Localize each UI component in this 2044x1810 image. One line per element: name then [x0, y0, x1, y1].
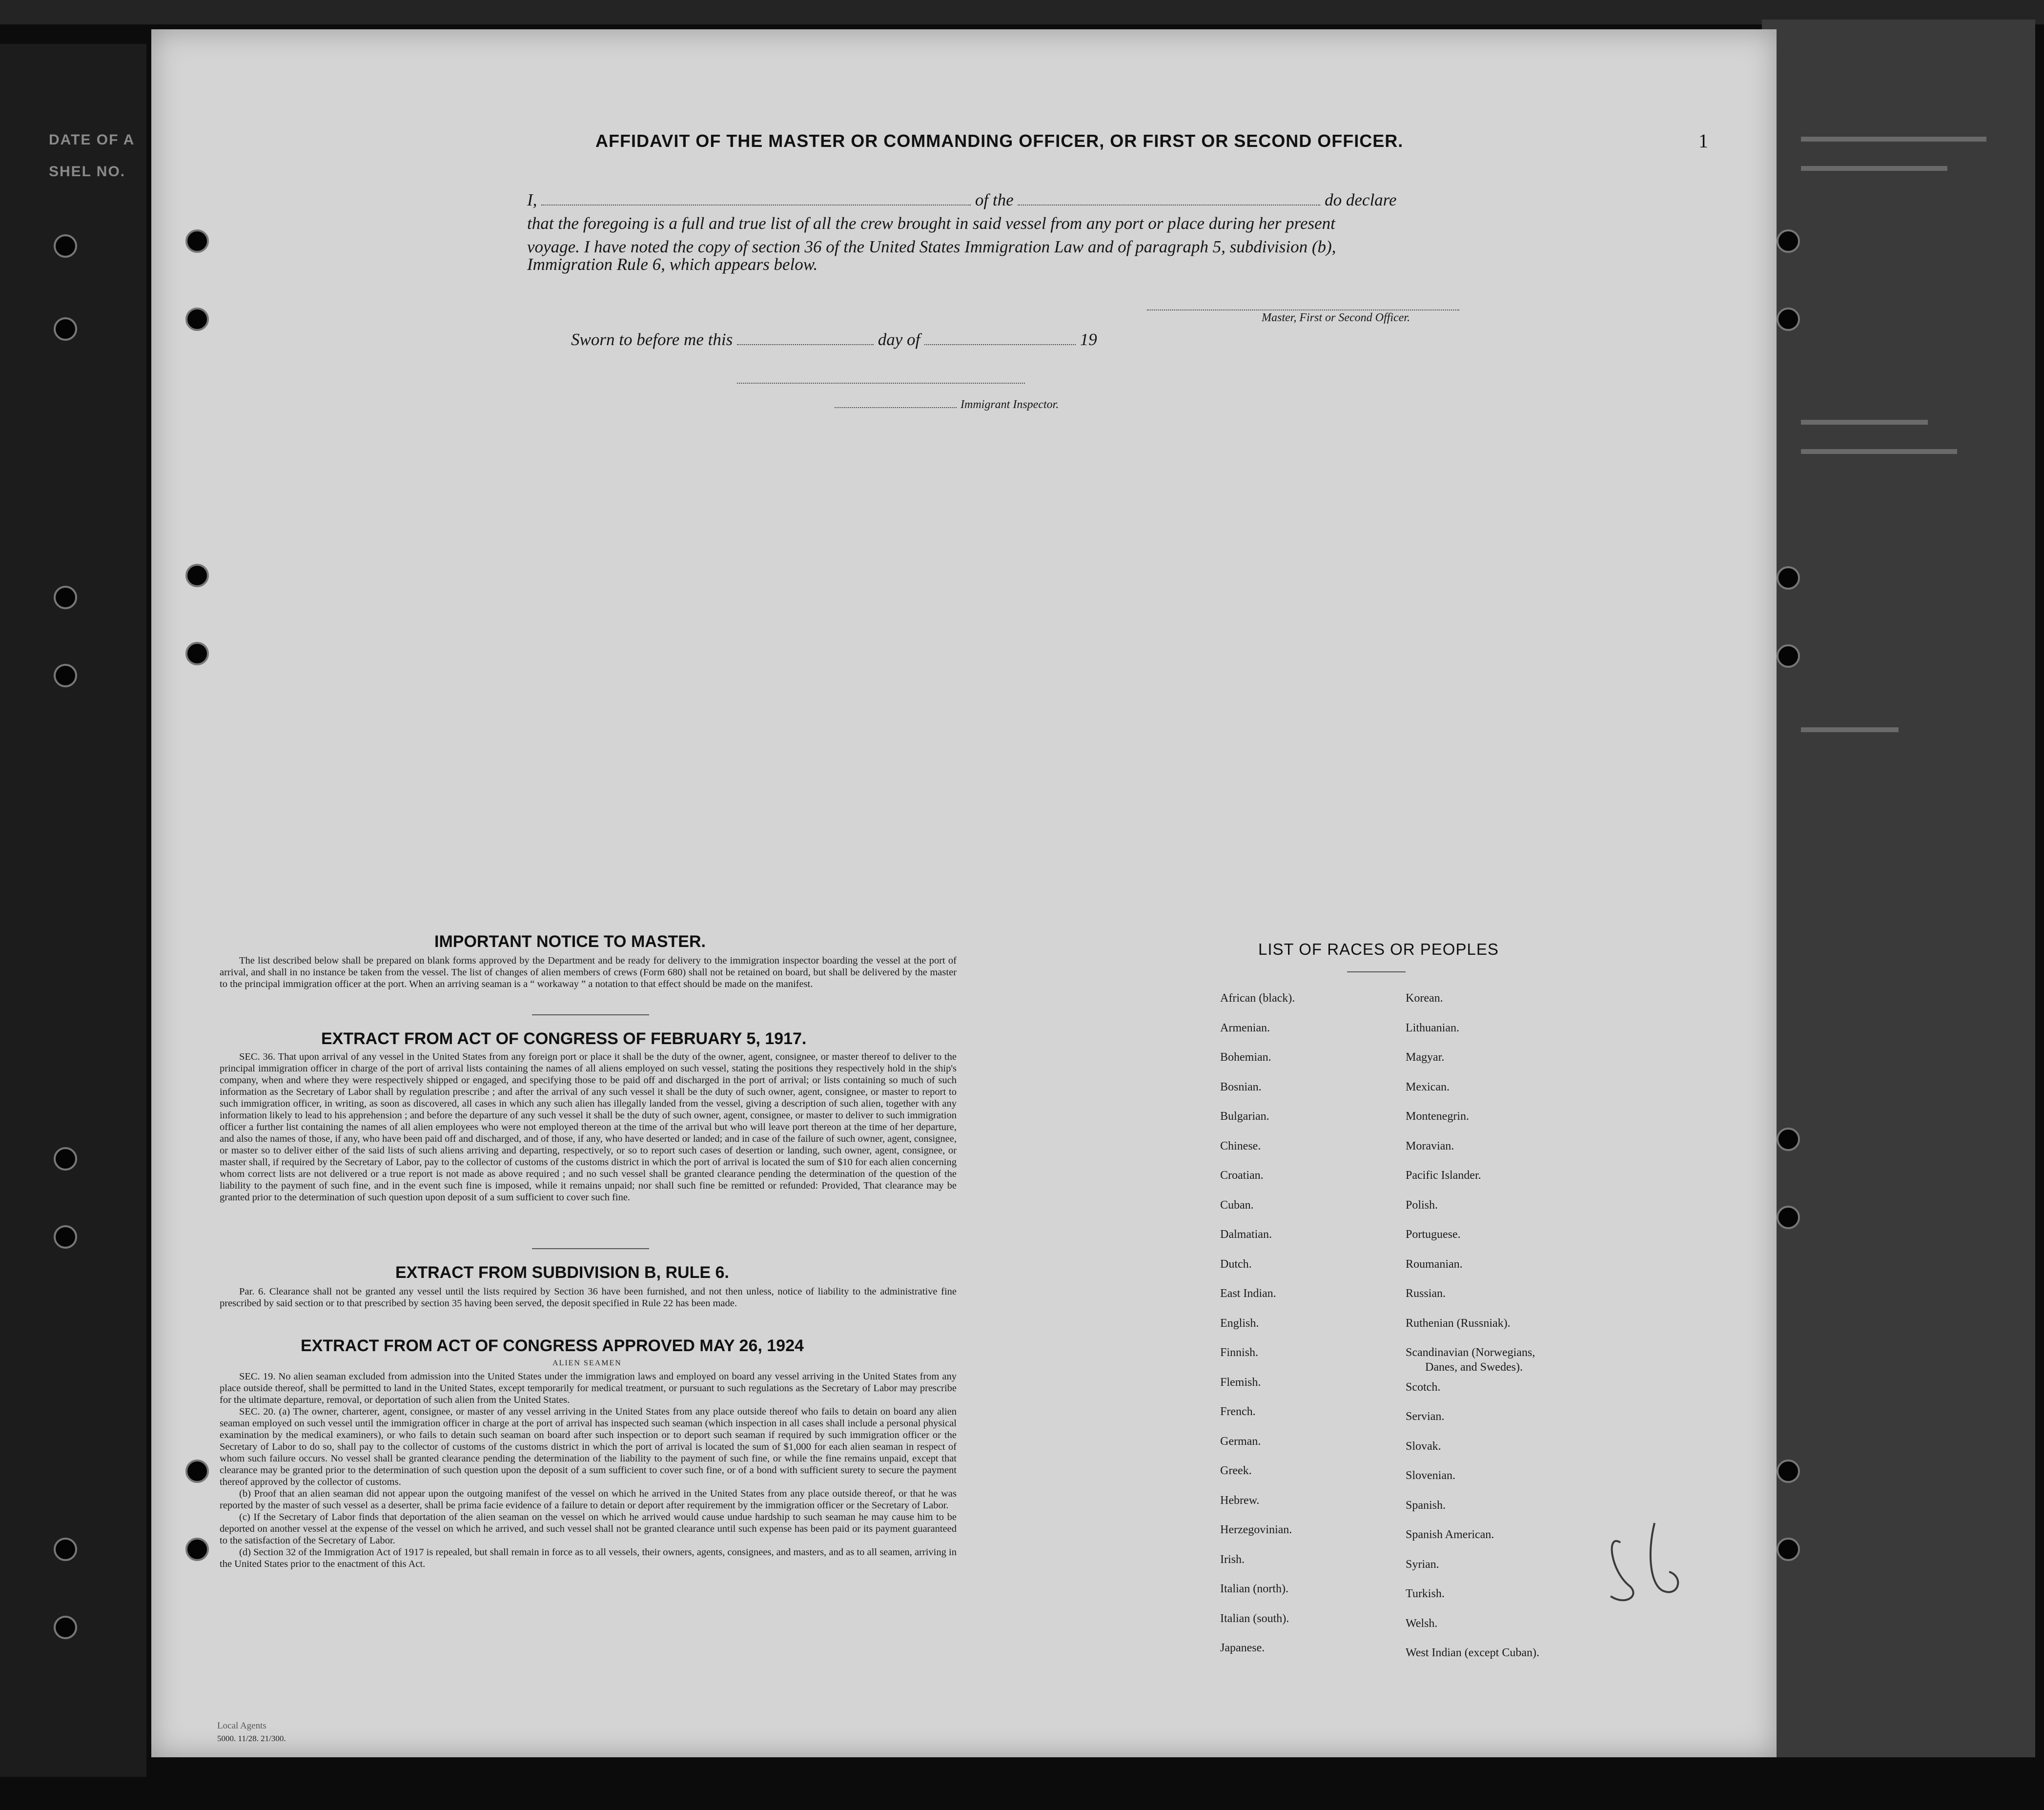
- footer-print-code: 5000. 11/28. 21/300.: [217, 1734, 286, 1743]
- race-item: Scotch.: [1406, 1380, 1441, 1394]
- extract-rule6-text: [220, 1286, 957, 1309]
- binder-hole: [185, 229, 209, 253]
- affidavit-declare: do declare: [1325, 190, 1397, 209]
- binder-hole: [185, 308, 209, 331]
- race-item: Turkish.: [1406, 1587, 1445, 1600]
- binder-hole: [54, 664, 77, 687]
- race-item: Slovenian.: [1406, 1469, 1455, 1482]
- race-item: Flemish.: [1220, 1376, 1261, 1389]
- notice-paragraph: The list described below shall be prepared on blank forms approved by the Department and be ready for delivery to the immigration inspector boarding the vessel at the port of arrival, and shall in no instance be taken from the vessel. The list of changes of alien members of crews (Form 680) shall not be retained on board, but shall be delivered by the master to the principal immigration officer at the port. When an arriving seaman is a “ workaway ” a notation to that effect should be made on the manifest.: [220, 955, 957, 989]
- binder-hole: [54, 1147, 77, 1171]
- race-item: Pacific Islander.: [1406, 1169, 1481, 1182]
- race-item: Bosnian.: [1220, 1080, 1262, 1093]
- binder-hole: [1777, 566, 1800, 590]
- scrap-text-2: SHEL NO.: [49, 164, 126, 180]
- day-blank[interactable]: [737, 341, 874, 345]
- vessel-blank[interactable]: [1018, 202, 1320, 206]
- race-item: Italian (north).: [1220, 1583, 1288, 1595]
- race-item: Russian.: [1406, 1287, 1446, 1300]
- extract-1917-title: EXTRACT FROM ACT OF CONGRESS OF FEBRUARY 5, 1917.: [321, 1029, 807, 1048]
- binder-hole: [54, 586, 77, 609]
- race-item: Korean.: [1406, 992, 1443, 1005]
- page-mark: 1: [1698, 130, 1708, 152]
- race-item: Japanese.: [1220, 1642, 1265, 1654]
- name-blank[interactable]: [541, 202, 971, 206]
- extract-1917-text: [220, 1051, 957, 1203]
- race-item: Greek.: [1220, 1464, 1252, 1477]
- extract-1924-title: EXTRACT FROM ACT OF CONGRESS APPROVED MAY 26, 1924: [301, 1337, 804, 1355]
- faded-line: [1801, 166, 1947, 171]
- affidavit-title: AFFIDAVIT OF THE MASTER OR COMMANDING OFFICER, OR FIRST OR SECOND OFFICER.: [595, 131, 1404, 151]
- race-item: Servian.: [1406, 1410, 1445, 1423]
- underlying-page-right: [1762, 20, 2035, 1757]
- race-item: Herzegovinian.: [1220, 1523, 1292, 1536]
- par-6-paragraph: Par. 6. Clearance shall not be granted any vessel until the lists required by Section 36 have been furnished, and not then unless, notice of liability to the administrative fine prescribed by said section or to that prescribed by section 35 having been served, the deposit specified in Rule 22 has been made.: [220, 1286, 957, 1309]
- race-item: Portuguese.: [1406, 1228, 1461, 1241]
- top-edge: [0, 0, 2044, 24]
- faded-line: [1801, 137, 1986, 142]
- binder-hole: [1777, 1128, 1800, 1151]
- affidavit-line-4: Immigration Rule 6, which appears below.: [527, 255, 818, 274]
- binder-hole: [54, 1538, 77, 1561]
- race-item-continuation: Danes, and Swedes).: [1425, 1361, 1523, 1374]
- race-item: Bulgarian.: [1220, 1110, 1269, 1123]
- race-item: Hebrew.: [1220, 1494, 1260, 1507]
- notice-text: [220, 955, 957, 990]
- race-item: Italian (south).: [1220, 1612, 1289, 1625]
- master-signature-line[interactable]: [1147, 309, 1459, 310]
- race-item: Cuban.: [1220, 1198, 1254, 1212]
- binder-hole: [1777, 644, 1800, 668]
- sec-20d-paragraph: (d) Section 32 of the Immigration Act of 1917 is repealed, but shall remain in force as to all vessels, their owners, agents, consignees, and masters, and as to all seamen, arriving in the United States prior to the enactment of this Act.: [220, 1547, 957, 1569]
- binder-hole: [185, 1538, 209, 1561]
- affidavit-line-1: [527, 189, 1503, 211]
- affidavit-line-3: voyage. I have noted the copy of section 36 of the United States Immigration Law and of paragraph 5, subdivision (b),: [527, 237, 1336, 256]
- race-item: Irish.: [1220, 1553, 1245, 1566]
- race-item: Dutch.: [1220, 1257, 1252, 1271]
- binder-hole: [1777, 1460, 1800, 1483]
- scrap-text-1: DATE OF A: [49, 132, 135, 148]
- race-item: Slovak.: [1406, 1440, 1441, 1453]
- divider: [1347, 971, 1406, 972]
- footer-local-agents: Local Agents: [217, 1721, 266, 1731]
- race-item: German.: [1220, 1435, 1261, 1448]
- binder-hole: [54, 234, 77, 258]
- binder-hole: [54, 317, 77, 341]
- race-item: Armenian.: [1220, 1021, 1270, 1034]
- sworn-year: 19: [1080, 330, 1097, 349]
- sec-19-paragraph: SEC. 19. No alien seaman excluded from admission into the United States under the immigration laws and employed on board any vessel arriving in the United States from any place outside thereof, shall be permitted to land in the United States, except temporarily for medical treatment, or pursuant to such regulations as the Secretary of Labor may prescribe for the ultimate departure, removal, or deportation of such alien from the United States.: [220, 1371, 957, 1405]
- race-item: West Indian (except Cuban).: [1406, 1646, 1539, 1659]
- race-item: Spanish American.: [1406, 1528, 1494, 1541]
- sworn-prefix: Sworn to before me this: [571, 330, 733, 349]
- binder-hole: [185, 642, 209, 665]
- master-caption: Master, First or Second Officer.: [1262, 311, 1410, 324]
- extract-rule6-title: EXTRACT FROM SUBDIVISION B, RULE 6.: [395, 1263, 729, 1282]
- sec-20a-paragraph: SEC. 20. (a) The owner, charterer, agent, consignee, or master of any vessel arriving in the United States from any place outside thereof who fails to detain on board any alien seaman employed on such vessel until the immigration officer in charge at the port of arrival has inspected such seaman (which inspection in all cases shall include a personal physical examination by the medical examiners), or who fails to detain such seaman on board after such inspection or to deport such seaman if required by such immigration officer or the Secretary of Labor to do so, shall pay to the collector of customs of the customs district in which the port of arrival is located the sum of $1,000 for each alien seaman in respect of whom such failure occurs. No vessel shall be granted clearance pending the determination of the liability to the payment of such fine, or while the fine remains unpaid, except that clearance may be granted prior to the determination of such question upon the deposit of a sum sufficient to cover such fine, or of a bond with sufficient surety to secure the payment thereof approved by the collector of customs.: [220, 1406, 957, 1487]
- pencil-signature-mark: [1601, 1513, 1708, 1611]
- race-item: Mexican.: [1406, 1080, 1450, 1093]
- month-blank[interactable]: [924, 341, 1076, 345]
- inspector-caption: Immigrant Inspector.: [961, 398, 1059, 411]
- race-item: Roumanian.: [1406, 1257, 1463, 1271]
- affidavit-i: I,: [527, 190, 537, 209]
- faded-line: [1801, 727, 1899, 732]
- sec-20b-paragraph: (b) Proof that an alien seaman did not appear upon the outgoing manifest of the vessel on which he arrived in the United States from any place outside thereof, or that he was reported by the master of such vessel as a deserter, shall be prima facie evidence of a failure to detain or deport after requirement by the immigration officer or the Secretary of Labor.: [220, 1488, 957, 1511]
- race-item: Dalmatian.: [1220, 1228, 1272, 1241]
- binder-hole: [1777, 1206, 1800, 1229]
- race-item: Ruthenian (Russniak).: [1406, 1316, 1511, 1330]
- extract-1924-text: [220, 1371, 957, 1570]
- sworn-day-of: day of: [878, 330, 920, 349]
- race-item: East Indian.: [1220, 1287, 1276, 1300]
- race-item: Chinese.: [1220, 1139, 1261, 1152]
- race-item: Finnish.: [1220, 1346, 1259, 1359]
- binder-hole: [54, 1616, 77, 1639]
- faded-line: [1801, 420, 1928, 425]
- alien-seamen-subtitle: ALIEN SEAMEN: [552, 1359, 622, 1367]
- binder-hole: [1777, 229, 1800, 253]
- race-item: Polish.: [1406, 1198, 1438, 1212]
- races-title: LIST OF RACES OR PEOPLES: [1258, 940, 1499, 958]
- race-item: Moravian.: [1406, 1139, 1454, 1152]
- binder-hole: [1777, 308, 1800, 331]
- divider: [532, 1014, 649, 1015]
- affidavit-line-2: that the foregoing is a full and true list of all the crew brought in said vessel from any port or place during her present: [527, 214, 1335, 233]
- race-item: French.: [1220, 1405, 1256, 1418]
- race-item: Bohemian.: [1220, 1051, 1271, 1064]
- binder-hole: [1777, 1538, 1800, 1561]
- inspector-signature-line-2[interactable]: [835, 407, 957, 408]
- race-item: Syrian.: [1406, 1558, 1439, 1571]
- divider: [532, 1248, 649, 1249]
- race-item: Welsh.: [1406, 1617, 1438, 1630]
- race-item: Montenegrin.: [1406, 1110, 1469, 1123]
- race-item: English.: [1220, 1316, 1259, 1330]
- notice-title: IMPORTANT NOTICE TO MASTER.: [434, 932, 706, 951]
- race-item: Croatian.: [1220, 1169, 1264, 1182]
- binder-hole: [185, 564, 209, 587]
- race-item: Scandinavian (Norwegians,: [1406, 1346, 1535, 1359]
- faded-line: [1801, 449, 1957, 454]
- binder-hole: [54, 1225, 77, 1249]
- race-item: Magyar.: [1406, 1051, 1445, 1064]
- binder-hole: [185, 1460, 209, 1483]
- race-item: Lithuanian.: [1406, 1021, 1459, 1034]
- sec-20c-paragraph: (c) If the Secretary of Labor finds that deportation of the alien seaman on the vessel on which he arrived would cause undue hardship to such seaman he may cause him to be deported on another vessel at the expense of the vessel on which he arrived, and such vessel shall not be granted clearance until such expense has been paid or its payment guaranteed to the satisfaction of the Secretary of Labor.: [220, 1512, 957, 1546]
- underlying-page-left: [0, 44, 146, 1777]
- affidavit-of-the: of the: [975, 190, 1014, 209]
- sworn-line: [571, 330, 1097, 350]
- sec-36-paragraph: SEC. 36. That upon arrival of any vessel in the United States from any foreign port or place it shall be the duty of the owner, agent, consignee, or master thereof to deliver to the principal immigration officer in charge of the port of arrival lists containing the names of all aliens employed on such vessel, stating the positions they respectively hold in the ship's company, when and where they were respectively shipped or engaged, and specifying those to be paid off and discharged in the port of arrival; or lists containing so much of such information as the Secretary of Labor shall by regulation prescribe ; and after the arrival of any such vessel it shall be the duty of such owner, agent, consignee, or master to report to such immigration officer, in writing, as soon as discovered, all cases in which any such alien has illegally landed from the vessel, giving a description of such alien, together with any information likely to lead to his apprehension ; and before the departure of any such vessel it shall be the duty of such owner, agent, consignee, or master to deliver to such immigration officer a further list containing the names of all alien employees who were not employed thereon at the time of the arrival but who will leave port thereon at the time of her departure, and also the names of those, if any, who have been paid off and discharged, and of those, if any, who have deserted or landed; and in case of the failure of such owner, agent, consignee, or master so to deliver either of the said lists of such aliens arriving and departing, respectively, or so to report such cases of desertion or landing, such owner, agent, consignee, or master shall, if required by the Secretary of Labor, pay to the collector of customs of the customs district in which the port of arrival is located the sum of $10 for each alien concerning whom correct lists are not delivered or a true report is not made as above required ; and no such vessel shall be granted clearance pending the determination of the question of the liability to the payment of such fine, and in the event such fine is imposed, while it remains unpaid; nor shall such fine be remitted or refunded: Provided, That clearance may be granted prior to the determination of such question upon deposit of a sum sufficient to cover such fine.: [220, 1051, 957, 1203]
- race-item: African (black).: [1220, 992, 1295, 1005]
- race-item: Spanish.: [1406, 1499, 1446, 1512]
- inspector-signature-line[interactable]: [737, 383, 1025, 384]
